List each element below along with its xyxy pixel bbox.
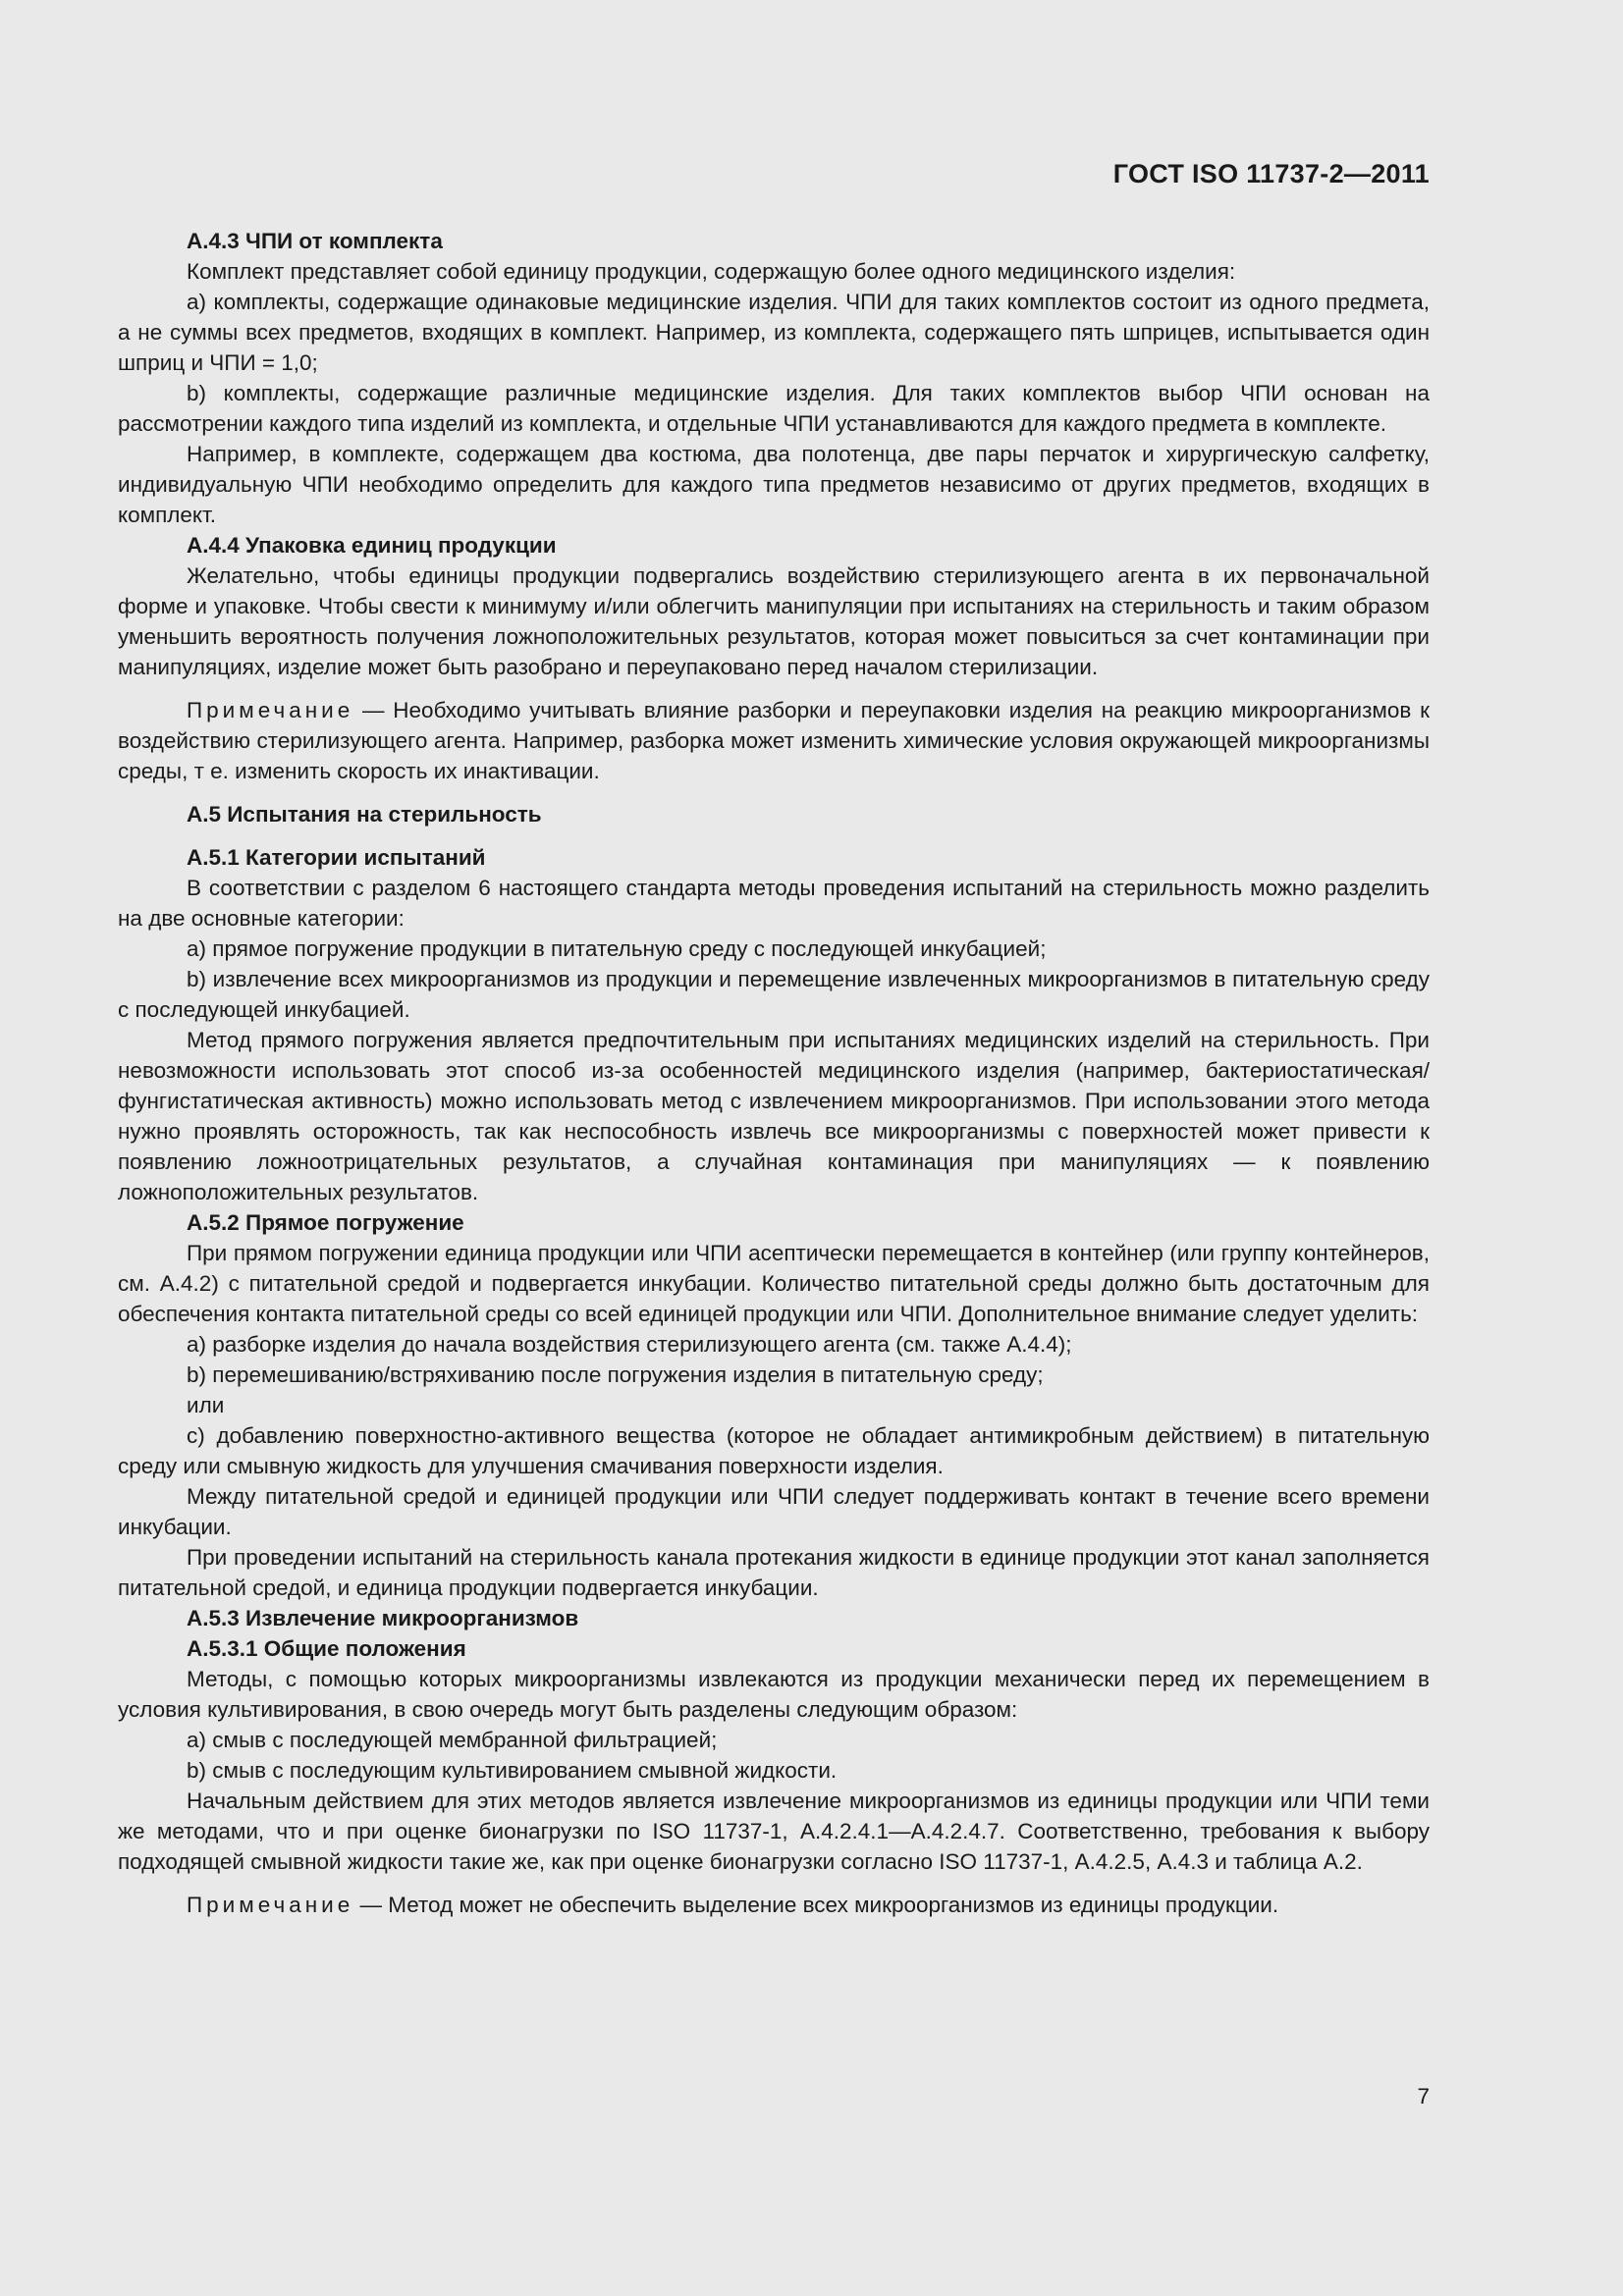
note-label: Примечание [187, 1893, 354, 1917]
list-item: а) разборке изделия до начала воздействия стерилизующего агента (см. также А.4.4); [187, 1332, 1072, 1357]
section-heading-a531: А.5.3.1 Общие положения [187, 1636, 466, 1661]
section-heading-a5: А.5 Испытания на стерильность [187, 802, 542, 827]
list-item: а) прямое погружение продукции в питательную среду с последующей инкубацией; [187, 936, 1047, 961]
list-item: b) смыв с последующим культивированием смывной жидкости. [187, 1758, 838, 1783]
document-header: ГОСТ ISO 11737-2—2011 [1112, 159, 1430, 188]
list-item: b) комплекты, содержащие различные медицинские изделия. Для таких комплектов выбор ЧПИ основан на рассмотрении каждого типа изделий из комплекта, и отдельные ЧПИ устанавливаются для каждого предмета в комплекте. [118, 381, 1430, 436]
paragraph: В соответствии с разделом 6 настоящего стандарта методы проведения испытаний на стерильность можно разделить на две основные категории: [118, 876, 1430, 931]
note-label: Примечание [187, 698, 354, 722]
document-body [118, 226, 1430, 1920]
list-item: а) смыв с последующей мембранной фильтрацией; [187, 1728, 718, 1752]
note-paragraph [118, 1890, 1430, 1920]
section-heading-a43: А.4.3 ЧПИ от комплекта [187, 229, 443, 253]
list-item: b) извлечение всех микроорганизмов из продукции и перемещение извлеченных микроорганизмов в питательную среду с последующей инкубацией. [118, 967, 1430, 1022]
section-heading-a52: А.5.2 Прямое погружение [187, 1210, 464, 1235]
section-heading-a51: А.5.1 Категории испытаний [187, 845, 486, 870]
list-connector: или [187, 1393, 225, 1417]
list-item: с) добавлению поверхностно-активного вещества (которое не обладает антимикробным действием) в питательную среду или смывную жидкость для улучшения смачивания поверхности изделия. [118, 1423, 1430, 1478]
page-number: 7 [1417, 2084, 1430, 2109]
paragraph: Например, в комплекте, содержащем два костюма, два полотенца, две пары перчаток и хирургическую салфетку, индивидуальную ЧПИ необходимо определить для каждого типа предметов независимо от других предметов, входящих в комплект. [118, 442, 1430, 527]
note-text: — Необходимо учитывать влияние разборки и переупаковки изделия на реакцию микроорганизмов к воздействию стерилизующего агента. Например, разборка может изменить химические условия окружающей микроорганизмы среды, т е. изменить скорость их инактивации. [118, 698, 1430, 783]
paragraph: Метод прямого погружения является предпочтительным при испытаниях медицинских изделий на стерильность. При невозможности использовать этот способ из-за особенностей медицинского изделия (например, бактериостатическая/фунгистатическая активность) можно использовать метод с извлечением микроорганизмов. При использовании этого метода нужно проявлять осторожность, так как неспособность извлечь все микроорганизмы с поверхностей может привести к появлению ложноотрицательных результатов, а случайная контаминация при манипуляциях — к появлению ложноположительных результатов. [118, 1028, 1430, 1204]
paragraph: Начальным действием для этих методов является извлечение микроорганизмов из единицы продукции или ЧПИ теми же методами, что и при оценке бионагрузки по ISO 11737-1, А.4.2.4.1—А.4.2.4.7. Соответственно, требования к выбору подходящей смывной жидкости такие же, как при оценке бионагрузки согласно ISO 11737-1, А.4.2.5, А.4.3 и таблица А.2. [118, 1789, 1430, 1874]
list-item: а) комплекты, содержащие одинаковые медицинские изделия. ЧПИ для таких комплектов состоит из одного предмета, а не суммы всех предметов, входящих в комплект. Например, из комплекта, содержащего пять шприцев, испытывается один шприц и ЧПИ = 1,0; [118, 290, 1430, 375]
note-text: — Метод может не обеспечить выделение всех микроорганизмов из единицы продукции. [353, 1893, 1279, 1917]
section-heading-a53: А.5.3 Извлечение микроорганизмов [187, 1606, 579, 1630]
paragraph: Методы, с помощью которых микроорганизмы извлекаются из продукции механически перед их перемещением в условия культивирования, в свою очередь могут быть разделены следующим образом: [118, 1667, 1430, 1722]
paragraph: При прямом погружении единица продукции или ЧПИ асептически перемещается в контейнер (или группу контейнеров, см. А.4.2) с питательной средой и подвергается инкубации. Количество питательной среды должно быть достаточным для обеспечения контакта питательной среды со всей единицей продукции или ЧПИ. Дополнительное внимание следует уделить: [118, 1241, 1430, 1326]
note-paragraph [118, 695, 1430, 786]
paragraph: При проведении испытаний на стерильность канала протекания жидкости в единице продукции этот канал заполняется питательной средой, и единица продукции подвергается инкубации. [118, 1545, 1430, 1600]
section-heading-a44: А.4.4 Упаковка единиц продукции [187, 533, 557, 558]
list-item: b) перемешиванию/встряхиванию после погружения изделия в питательную среду; [187, 1362, 1044, 1387]
paragraph: Комплект представляет собой единицу продукции, содержащую более одного медицинского изделия: [187, 259, 1236, 284]
paragraph: Между питательной средой и единицей продукции или ЧПИ следует поддерживать контакт в течение всего времени инкубации. [118, 1484, 1430, 1539]
paragraph: Желательно, чтобы единицы продукции подвергались воздействию стерилизующего агента в их первоначальной форме и упаковке. Чтобы свести к минимуму и/или облегчить манипуляции при испытаниях на стерильность и таким образом уменьшить вероятность получения ложноположительных результатов, которая может повыситься за счет контаминации при манипуляциях, изделие может быть разобрано и переупаковано перед началом стерилизации. [118, 563, 1430, 679]
